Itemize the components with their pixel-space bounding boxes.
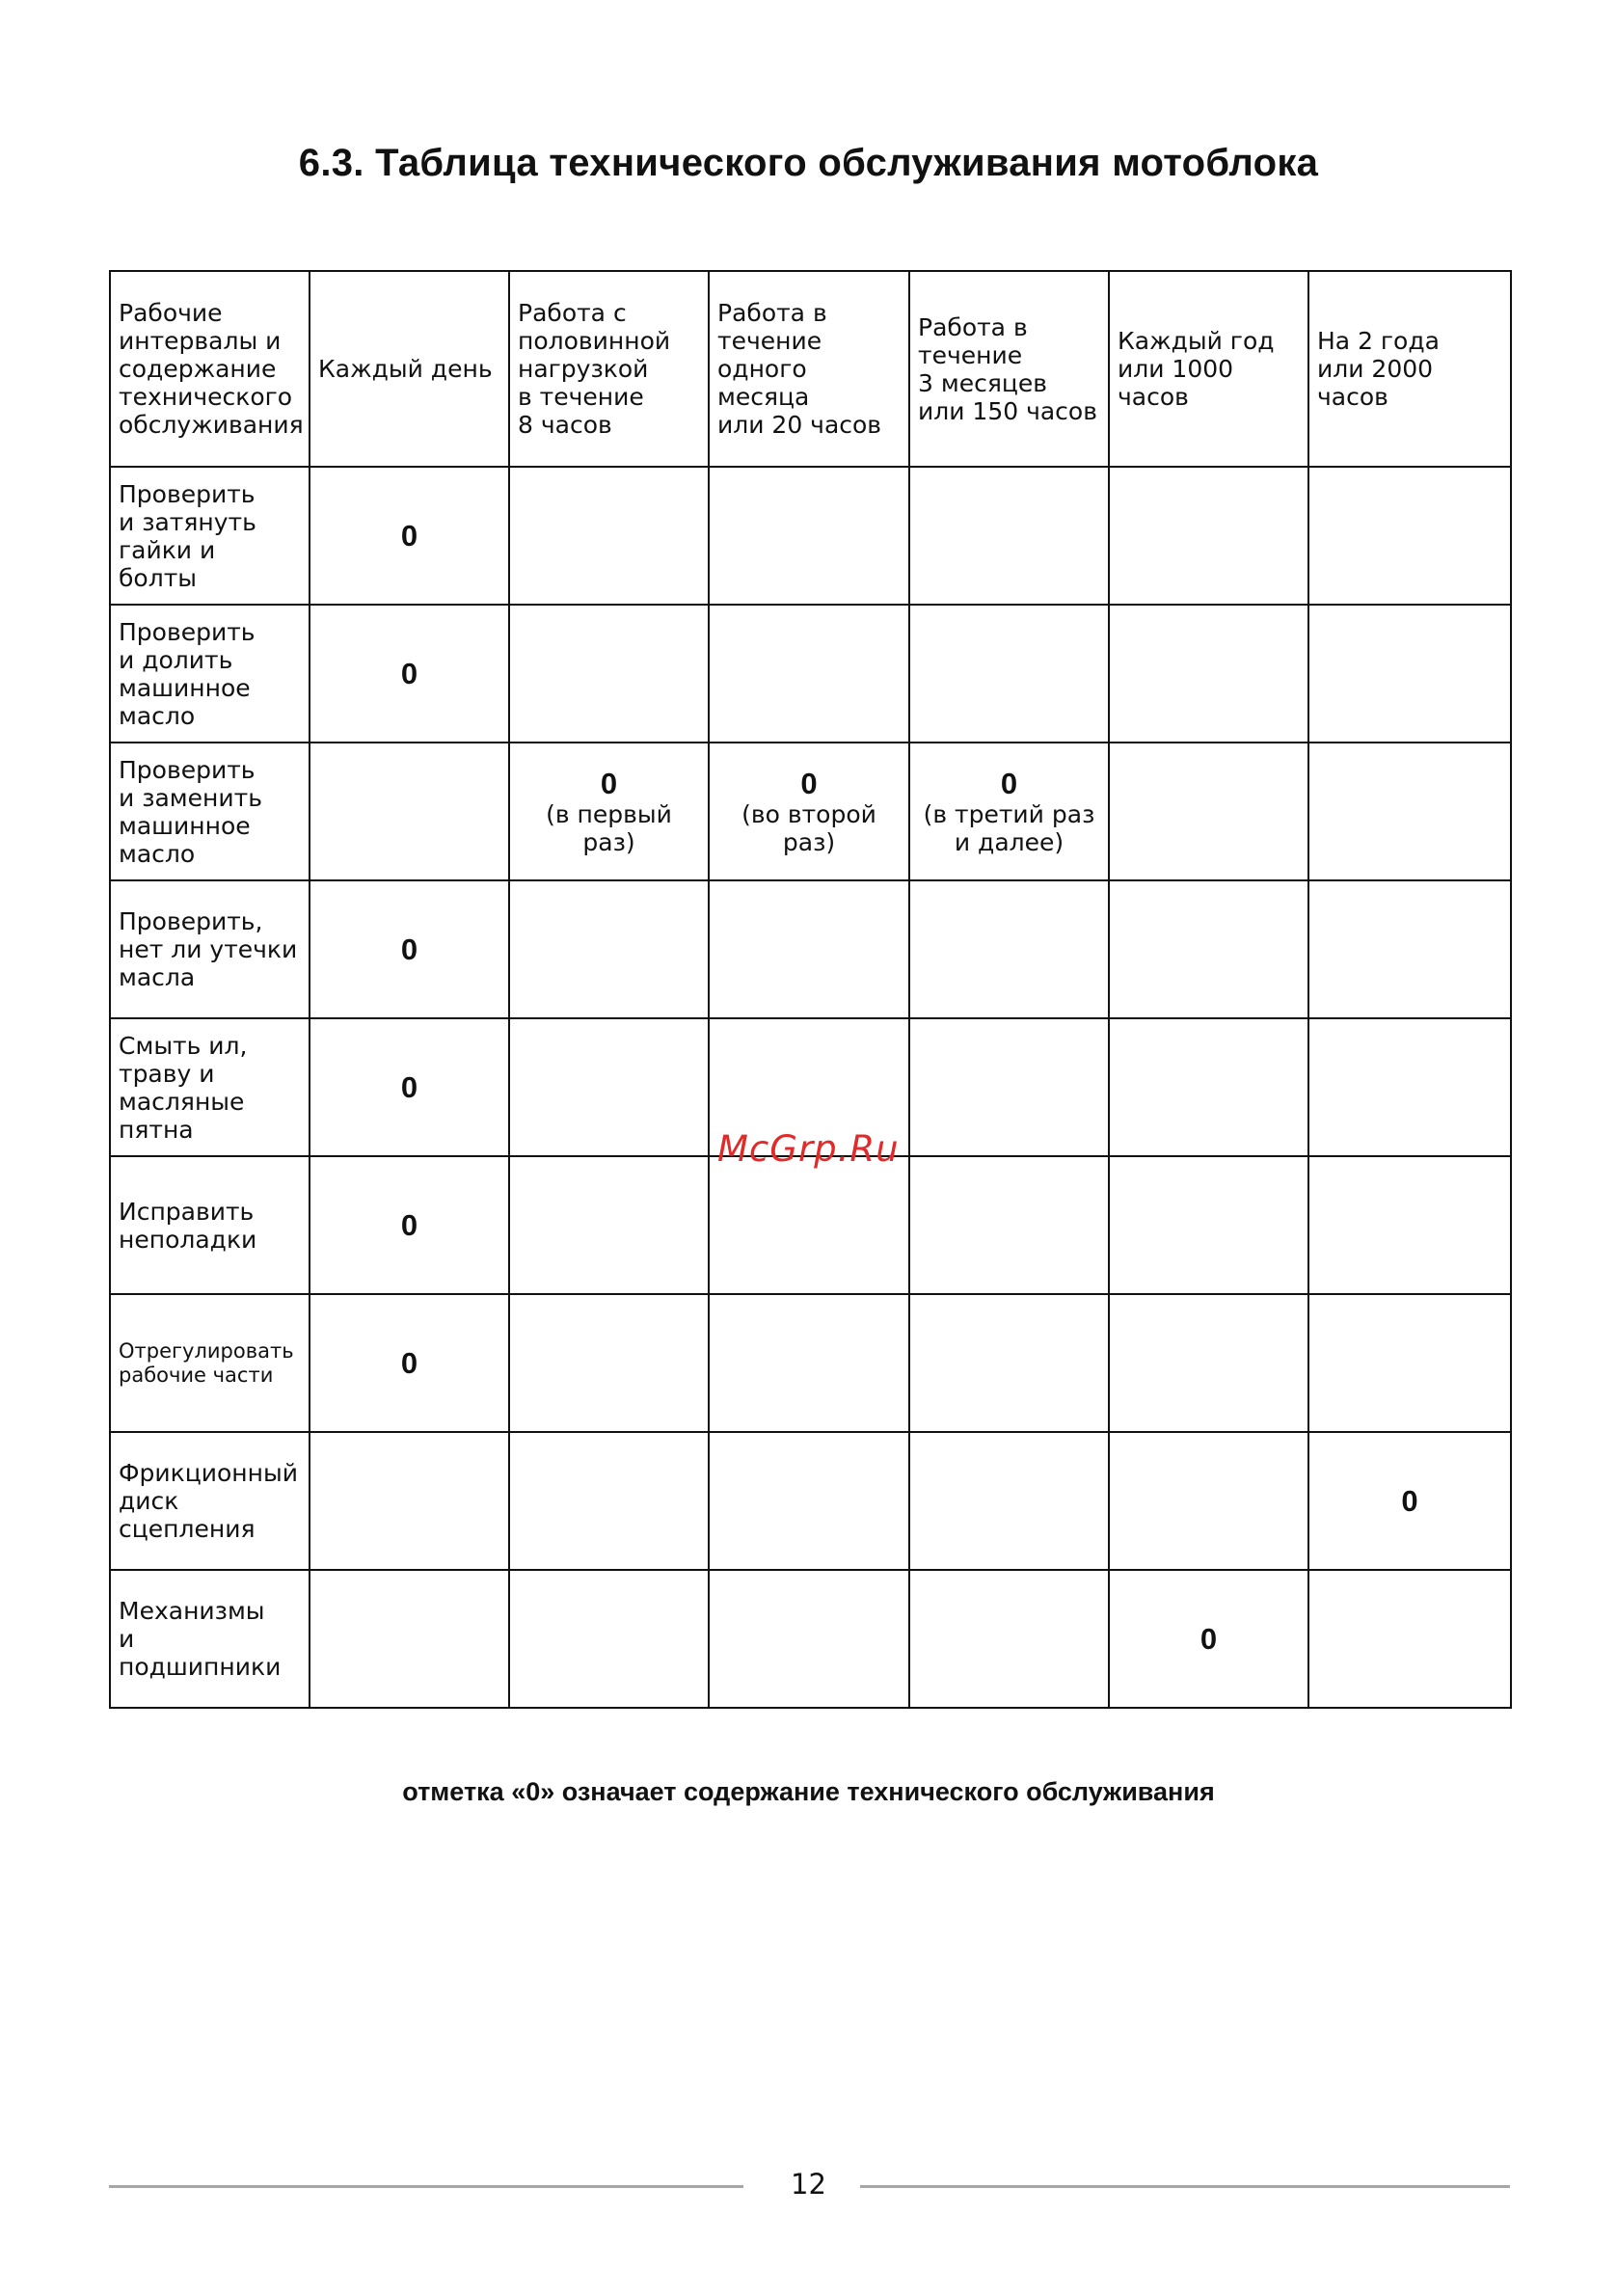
- header-row: [110, 271, 1511, 467]
- interval-cell: [909, 1018, 1109, 1156]
- table-row: [110, 743, 1511, 880]
- interval-cell: [1109, 1570, 1308, 1708]
- maintenance-mark: 0: [600, 766, 618, 800]
- interval-cell: [909, 467, 1109, 605]
- maintenance-mark: 0: [400, 1069, 418, 1104]
- interval-cell: [1109, 1018, 1308, 1156]
- interval-cell: [310, 1156, 509, 1294]
- maintenance-table: [109, 270, 1512, 1709]
- interval-cell: [509, 1294, 709, 1432]
- interval-cell: [1308, 880, 1511, 1018]
- header-cell: На 2 года или 2000 часов: [1308, 271, 1511, 467]
- action-cell: Исправить неполадки: [110, 1156, 310, 1294]
- interval-cell: [1308, 1018, 1511, 1156]
- interval-cell: [310, 1432, 509, 1570]
- interval-cell: [509, 605, 709, 743]
- table-row: [110, 605, 1511, 743]
- interval-cell: [310, 1018, 509, 1156]
- action-cell: Фрикционный диск сцепления: [110, 1432, 310, 1570]
- interval-cell: [310, 467, 509, 605]
- interval-cell: [709, 1156, 909, 1294]
- interval-cell: [310, 1570, 509, 1708]
- interval-cell: [1308, 605, 1511, 743]
- mark-note: (во второй раз): [741, 799, 876, 856]
- header-cell: Работа в течение одного месяца или 20 часов: [709, 271, 909, 467]
- header-cell: Работа с половинной нагрузкой в течение 8 часов: [509, 271, 709, 467]
- interval-cell: [509, 1432, 709, 1570]
- action-cell: Проверить и заменить машинное масло: [110, 743, 310, 880]
- action-cell: Проверить и долить машинное масло: [110, 605, 310, 743]
- interval-cell: [909, 880, 1109, 1018]
- maintenance-mark: 0: [400, 656, 418, 690]
- interval-cell: [709, 605, 909, 743]
- maintenance-mark: 0: [800, 766, 818, 800]
- interval-cell: [709, 1432, 909, 1570]
- maintenance-mark: 0: [400, 932, 418, 966]
- footer-divider-right: [860, 2185, 1510, 2188]
- header-cell: Работа в течение 3 месяцев или 150 часов: [909, 271, 1109, 467]
- interval-cell: [509, 1018, 709, 1156]
- interval-cell: [310, 880, 509, 1018]
- interval-cell: [1109, 467, 1308, 605]
- maintenance-mark: 0: [400, 1207, 418, 1242]
- header-cell: Каждый год или 1000 часов: [1109, 271, 1308, 467]
- action-cell: Механизмы и подшипники: [110, 1570, 310, 1708]
- interval-cell: [509, 743, 709, 880]
- interval-cell: [1109, 880, 1308, 1018]
- maintenance-mark: 0: [1199, 1621, 1218, 1656]
- page-title: 6.3. Таблица технического обслуживания мотоблока: [298, 142, 1319, 184]
- interval-cell: [1109, 1432, 1308, 1570]
- interval-cell: [909, 1432, 1109, 1570]
- header-cell: Каждый день: [310, 271, 509, 467]
- interval-cell: [709, 467, 909, 605]
- header-cell: Рабочие интервалы и содержание технического обслуживания: [110, 271, 310, 467]
- interval-cell: [509, 1156, 709, 1294]
- interval-cell: [509, 880, 709, 1018]
- interval-cell: [509, 1570, 709, 1708]
- action-cell: Отрегулировать рабочие части: [110, 1294, 310, 1432]
- watermark: McGrp.Ru: [717, 1128, 900, 1170]
- interval-cell: [509, 467, 709, 605]
- maintenance-mark: 0: [1401, 1483, 1418, 1518]
- interval-cell: [1308, 1156, 1511, 1294]
- interval-cell: [709, 1570, 909, 1708]
- interval-cell: [909, 1294, 1109, 1432]
- interval-cell: [1308, 1294, 1511, 1432]
- mark-note: (в первый раз): [546, 799, 672, 856]
- interval-cell: [709, 743, 909, 880]
- interval-cell: [909, 605, 1109, 743]
- page-number: 12: [791, 2168, 826, 2201]
- action-cell: Проверить и затянуть гайки и болты: [110, 467, 310, 605]
- interval-cell: [310, 605, 509, 743]
- table-row: [110, 1156, 1511, 1294]
- table-row: [110, 1294, 1511, 1432]
- interval-cell: [909, 1156, 1109, 1294]
- interval-cell: [1109, 1156, 1308, 1294]
- interval-cell: [310, 1294, 509, 1432]
- action-cell: Смыть ил, траву и масляные пятна: [110, 1018, 310, 1156]
- mark-note: (в третий раз и далее): [923, 799, 1095, 856]
- maintenance-mark: 0: [1000, 766, 1018, 800]
- interval-cell: [709, 880, 909, 1018]
- table-row: [110, 1432, 1511, 1570]
- interval-cell: [709, 1294, 909, 1432]
- interval-cell: [1308, 467, 1511, 605]
- maintenance-mark: 0: [400, 1345, 418, 1380]
- table-row: [110, 1570, 1511, 1708]
- interval-cell: [909, 743, 1109, 880]
- interval-cell: [1109, 1294, 1308, 1432]
- interval-cell: [1109, 605, 1308, 743]
- interval-cell: [1308, 1570, 1511, 1708]
- interval-cell: [310, 743, 509, 880]
- interval-cell: [1109, 743, 1308, 880]
- maintenance-mark: 0: [400, 518, 418, 553]
- table-row: [110, 467, 1511, 605]
- interval-cell: [909, 1570, 1109, 1708]
- table-row: [110, 880, 1511, 1018]
- interval-cell: [1308, 1432, 1511, 1570]
- action-cell: Проверить, нет ли утечки масла: [110, 880, 310, 1018]
- interval-cell: [1308, 743, 1511, 880]
- footnote: отметка «0» означает содержание технического обслуживания: [402, 1777, 1215, 1806]
